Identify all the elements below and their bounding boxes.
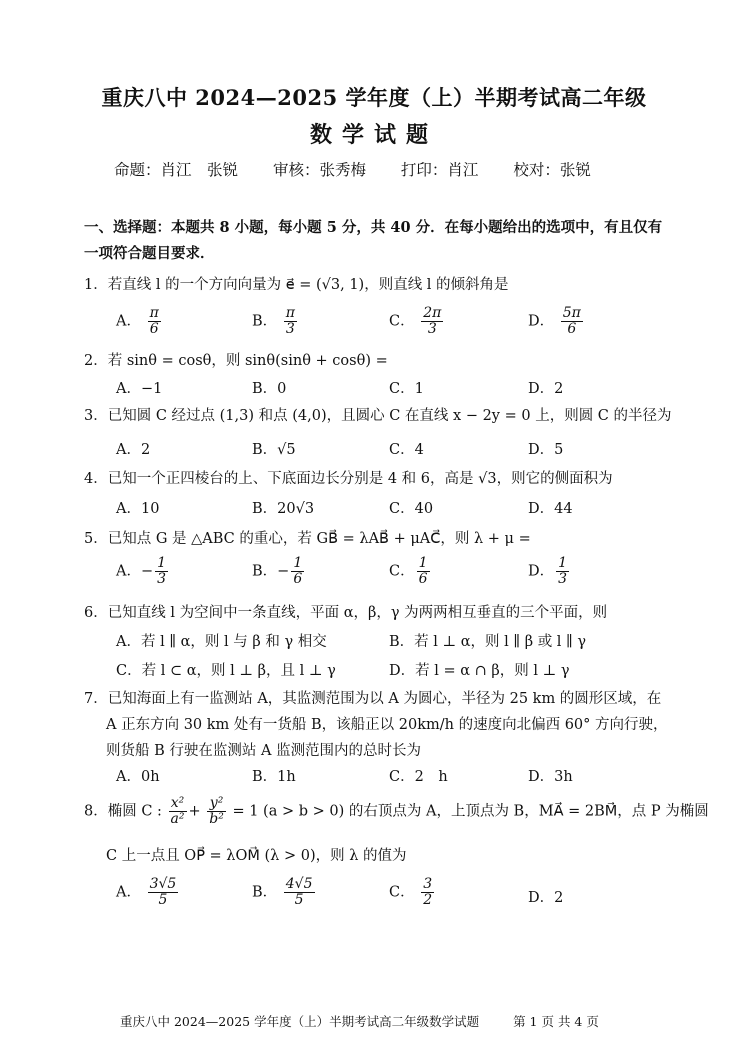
q1-option-c <box>389 306 445 337</box>
credits-line <box>114 158 621 180</box>
q3-option-b: B．√5 <box>252 442 296 458</box>
q8-option-a <box>116 877 180 908</box>
q7-option-b: B．1h <box>252 769 296 785</box>
q1-option-c-fraction: $\frac{2\pi}{3}$ <box>423 305 442 337</box>
q8-option-b-label: B． <box>252 884 278 901</box>
q7-option-a: A．0h <box>116 769 160 785</box>
q1-option-a-label: A． <box>116 313 141 330</box>
q2-option-c: C．1 <box>389 381 424 397</box>
q5-option-d <box>528 556 571 587</box>
page-subtitle: 数学试题 <box>309 122 438 148</box>
q5-option-c <box>389 556 432 587</box>
q8-stem-prefix: 8．椭圆 C : <box>84 803 162 820</box>
q8-x-fraction: $\frac{\text{x²}}{\text{a²}}$ <box>170 795 185 827</box>
q4-option-a: A．10 <box>116 501 160 517</box>
q8-option-d <box>528 886 563 907</box>
section-heading-line2: 一项符合题目要求． <box>84 245 215 262</box>
q6-option-c: C．若 l ⊂ α，则 l ⊥ β，且 l ⊥ γ <box>116 663 336 679</box>
q1-option-c-label: C． <box>389 313 415 330</box>
q3-option-d: D．5 <box>528 442 564 458</box>
q3-option-c: C．4 <box>389 442 424 458</box>
q1-option-d <box>528 306 585 337</box>
page-title: 重庆八中 2024—2025 学年度（上）半期考试高二年级 <box>101 85 647 110</box>
q8-stem-suffix: = 1 (a > b > 0) 的右顶点为 A，上顶点为 B，MA⃗ = 2BM⃗，点 P 为椭圆 <box>232 803 709 820</box>
q5-option-b-sign: − <box>277 563 290 580</box>
q1-option-b-label: B． <box>252 313 278 330</box>
q5-option-a-fraction: $\frac{1}{3}$ <box>157 555 167 587</box>
q5-option-a-label: A． <box>116 563 141 580</box>
q8-option-a-label: A． <box>116 884 141 901</box>
question-8-stem-line2: C 上一点且 OP⃗ = λOM⃗ (λ > 0)，则 λ 的值为 <box>106 848 407 864</box>
page-number: 第 1 页 共 4 页 <box>513 1014 599 1029</box>
question-8-stem-line1: 8．椭圆 C : $\frac{\text{x²}}{\text{a²}}$ + $\frac{\text{y²}}{\text{b²}}$ = 1 (a > b > 0) 的右顶点为 A，上顶点为 B，MA⃗ = 2BM⃗，点 P 为椭圆 <box>84 795 709 827</box>
q5-option-a <box>116 556 170 587</box>
q1-option-b-fraction: $\frac{\pi}{3}$ <box>285 305 295 337</box>
question-6-stem: 6．已知直线 l 为空间中一条直线，平面 α，β，γ 为两两相互垂直的三个平面，则 <box>84 605 608 621</box>
credit-printer: 打印：肖江 <box>400 161 479 179</box>
q2-option-b: B．0 <box>252 381 287 397</box>
question-2-stem: 2．若 sinθ = cosθ，则 sinθ(sinθ + cosθ) = <box>84 353 388 369</box>
credit-reviewer: 审核：张秀梅 <box>272 161 366 179</box>
q6-option-b: B．若 l ⊥ α，则 l ∥ β 或 l ∥ γ <box>389 634 587 650</box>
question-7-stem-line2: A 正东方向 30 km 处有一货船 B，该船正以 20km/h 的速度向北偏西 60° 方向行驶， <box>106 717 668 733</box>
question-4-stem: 4．已知一个正四棱台的上、下底面边长分别是 4 和 6，高是 √3，则它的侧面积为 <box>84 471 613 487</box>
q8-option-d-value: 2 <box>554 890 564 906</box>
q4-option-d: D．44 <box>528 501 573 517</box>
q5-option-c-label: C． <box>389 563 415 580</box>
q5-option-b-fraction: $\frac{1}{6}$ <box>293 555 303 587</box>
credit-proofreader: 校对：张锐 <box>513 161 591 179</box>
q7-option-c: C．2 h <box>389 769 448 785</box>
q8-y-fraction: $\frac{\text{y²}}{\text{b²}}$ <box>209 795 224 827</box>
q1-option-a-fraction: $\frac{\pi}{6}$ <box>149 305 159 337</box>
section-heading-line1: 一、选择题：本题共 8 小题，每小题 5 分，共 40 分．在每小题给出的选项中，有且仅有 <box>84 219 663 236</box>
q2-option-a: A．−1 <box>116 381 163 397</box>
question-7-stem-line3: 则货船 B 行驶在监测站 A 监测范围内的总时长为 <box>106 743 422 759</box>
q5-option-c-fraction: $\frac{1}{6}$ <box>418 555 428 587</box>
q6-option-d: D．若 l = α ∩ β，则 l ⊥ γ <box>389 663 570 679</box>
credit-author: 命题：肖江 张锐 <box>114 161 239 179</box>
q8-option-b <box>252 877 317 908</box>
q4-option-c: C．40 <box>389 501 434 517</box>
q8-option-b-fraction: $\frac{4√5}{5}$ <box>285 876 313 908</box>
page-footer <box>120 1012 599 1030</box>
question-3-stem: 3．已知圆 C 经过点 (1,3) 和点 (4,0)，且圆心 C 在直线 x − 2y = 0 上，则圆 C 的半径为 <box>84 408 672 424</box>
q5-option-b <box>252 556 306 587</box>
q1-option-d-fraction: $\frac{5\pi}{6}$ <box>562 305 581 337</box>
question-1-stem: 1．若直线 l 的一个方向向量为 e⃗ = (√3, 1)，则直线 l 的倾斜角是 <box>84 277 509 293</box>
q4-option-b: B．20√3 <box>252 501 315 517</box>
q1-option-a <box>116 306 163 337</box>
q6-option-a: A．若 l ∥ α，则 l 与 β 和 γ 相交 <box>116 634 327 650</box>
q8-option-c-label: C． <box>389 884 415 901</box>
q5-option-b-label: B． <box>252 563 278 580</box>
footer-title: 重庆八中 2024—2025 学年度（上）半期考试高二年级数学试题 <box>120 1014 480 1029</box>
q5-option-d-fraction: $\frac{1}{3}$ <box>558 555 568 587</box>
question-5-stem: 5．已知点 G 是 △ABC 的重心，若 GB⃗ = λAB⃗ + μAC⃗，则 λ + μ = <box>84 531 531 547</box>
q8-option-d-label: D． <box>528 890 555 906</box>
q1-option-d-label: D． <box>528 313 555 330</box>
q5-option-a-sign: − <box>140 563 154 580</box>
q5-option-d-label: D． <box>528 563 555 580</box>
q2-option-d: D．2 <box>528 381 564 397</box>
q8-option-c-fraction: $\frac{3}{2}$ <box>423 876 433 908</box>
q8-option-c <box>389 877 436 908</box>
question-7-stem-line1: 7．已知海面上有一监测站 A，其监测范围为以 A 为圆心，半径为 25 km 的圆形区域，在 <box>84 691 662 707</box>
q3-option-a: A．2 <box>116 442 151 458</box>
q7-option-d: D．3h <box>528 769 573 785</box>
q8-option-a-fraction: $\frac{3√5}{5}$ <box>149 876 177 908</box>
q1-option-b <box>252 306 299 337</box>
